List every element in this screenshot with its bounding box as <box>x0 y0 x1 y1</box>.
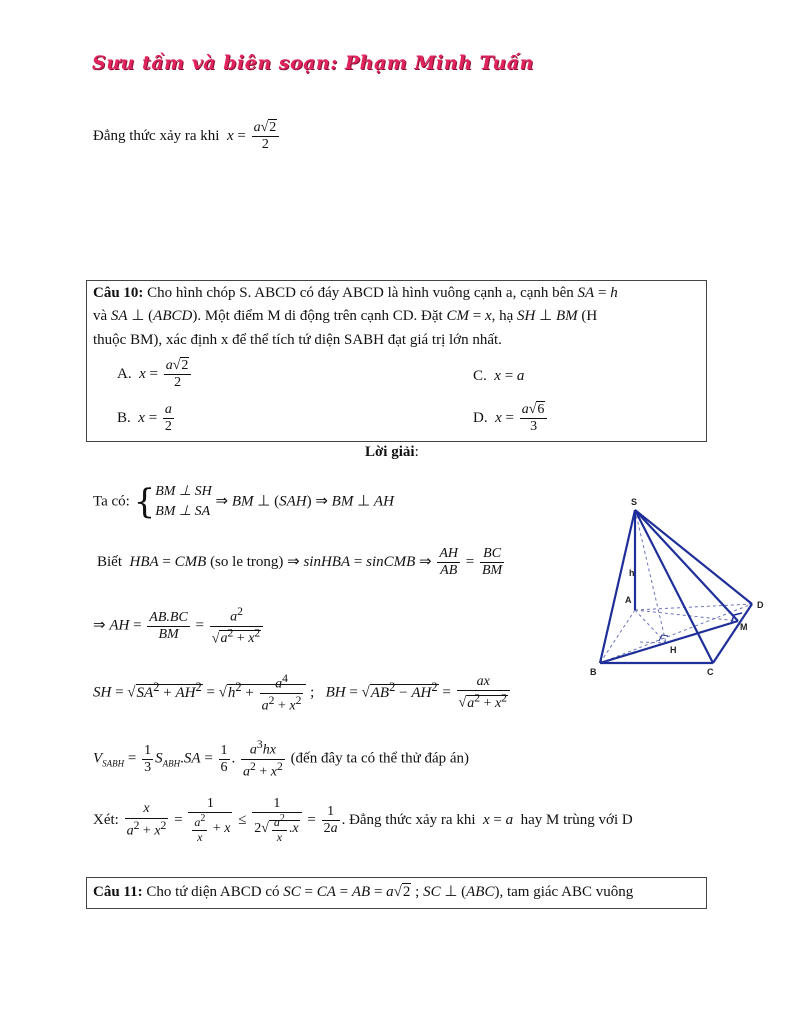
fraction: $\frac{1}{3}$ <box>144 742 152 775</box>
fraction: $\frac{AB.BC}{BM}$ <box>149 609 188 642</box>
q10-text2b: . Một điểm M di động trên cạnh CD. Đặt <box>197 308 443 324</box>
intro-line: Đẳng thức xảy ra khi x = $\frac{a√2}{2}$ <box>93 120 281 153</box>
fraction: $\frac{a^4}{a^2 + x^2}$ <box>261 672 302 714</box>
q10-line2: và SA ⊥ (ABCD). Một điểm M di động trên cạnh CD. Đặt CM = x, hạ SH ⊥ BM (H <box>93 308 598 324</box>
pyramid-figure <box>585 490 775 685</box>
q10-line3 <box>93 332 502 349</box>
option-a-label: A. <box>117 366 132 383</box>
fraction: $\frac{a√6}{3}$ <box>520 402 548 435</box>
option-c: C. x = a <box>473 368 525 384</box>
label-s: S <box>631 497 638 507</box>
label-m: M <box>740 622 748 632</box>
fraction: $\frac{1}{6}$ <box>220 742 228 775</box>
biet-text: Biết <box>97 554 122 571</box>
fraction: $\frac{a^3hx}{a^2 + x^2}$ <box>243 738 283 780</box>
label-b: B <box>590 667 597 677</box>
fraction: $\frac{ax}{√a^2 + x^2}$ <box>457 674 510 712</box>
q11-text2: , tam giác ABC vuông <box>499 884 634 900</box>
solution-step-4: SH = $√SA^2 + AH^2 = √h^2$ + $\frac{a^4}{a^2 + x^2}$ ; BH = $√AB^2 - AH^2$ = $\frac{ax}{√a^2 + x^2}$ <box>93 672 512 715</box>
fraction: $\frac{x}{a^2 + x^2}$ <box>126 801 167 839</box>
hay-text: hay M trùng với D <box>520 811 633 828</box>
q10-line1: Câu 10: Cho hình chóp S. ABCD có đáy ABCD là hình vuông cạnh a, cạnh bên SA = h <box>93 285 618 301</box>
q11-label: Câu 11: <box>93 884 143 900</box>
q10-text2d: (H <box>581 308 598 324</box>
page-header: Sưu tầm và biên soạn: Phạm Minh Tuấn <box>92 52 534 74</box>
label-c: C <box>707 667 714 677</box>
fraction: $\frac{a^2}{√a^2 + x^2}$ <box>210 605 263 648</box>
option-b-label: B. <box>117 410 131 427</box>
q11-line: Câu 11: Cho tứ diện ABCD có SC = CA = AB = a√2 ; SC ⊥ (ABC), tam giác ABC vuông <box>93 884 634 900</box>
q10-text2c: , hạ <box>491 308 514 324</box>
fraction: $\frac{a}{2}$ <box>164 402 172 435</box>
q11-text1: Cho tứ diện ABCD có <box>146 884 280 900</box>
eq-end-text: . Đẳng thức xảy ra khi <box>341 811 476 828</box>
option-d: D. x = $\frac{a√6}{3}$ <box>473 402 549 435</box>
q10-text1: Cho hình chóp S. ABCD có đáy ABCD là hình vuông cạnh a, cạnh bên <box>147 285 574 301</box>
q10-label: Câu 10: <box>93 285 144 301</box>
label-a: A <box>625 595 632 605</box>
fraction: 1 $\frac{a^2}{x}$ + x <box>188 796 232 845</box>
intro-text: Đẳng thức xảy ra khi <box>93 128 220 145</box>
fraction: $\frac{1}{2a}$ <box>323 803 338 836</box>
solution-title: Lời giải: <box>365 444 419 460</box>
fraction: $\frac{a√2}{2}$ <box>252 120 280 153</box>
option-d-label: D. <box>473 410 488 427</box>
fraction: $\frac{a√2}{2}$ <box>164 358 192 391</box>
fraction: $\frac{BC}{BM}$ <box>482 546 503 579</box>
sole-text: (so le trong) <box>210 554 284 571</box>
fraction: 1 2√ $\frac{a^2}{x}$ .x <box>252 796 301 845</box>
label-height: h <box>629 568 635 578</box>
option-a: A. x = $\frac{a√2}{2}$ <box>117 358 193 391</box>
option-c-label: C. <box>473 368 487 384</box>
fraction: $\frac{AH}{AB}$ <box>439 546 459 579</box>
option-b: B. x = $\frac{a}{2}$ <box>117 402 172 435</box>
label-h: H <box>670 645 677 655</box>
label-d: D <box>757 600 764 610</box>
solution-step-5: $V_{SABH}$ = $\frac{1}{3}$ $S_{ABH}.SA$ = $\frac{1}{6}$ . $\frac{a^3hx}{a^2 + x^2}$ (đến đây ta có thể thử đáp án) <box>93 738 470 780</box>
solution-step-6: Xét: $\frac{x}{a^2 + x^2}$ = 1 $\frac{a^2}{x}$ + x ≤ 1 2√ $\frac{a^2}{x}$ .x = $\frac{1}{2a}$ . Đẳng thức xảy ra khi x = a hay M trùng với D <box>93 796 633 844</box>
xet-text: Xét: <box>93 811 119 828</box>
q10-text2a: và <box>93 308 108 324</box>
solution-step-3: ⇒ AH = $\frac{AB.BC}{BM}$ = $\frac{a^2}{√a^2 + x^2}$ <box>93 605 265 648</box>
q10-text3: thuộc BM), xác định x để thể tích tứ diện SABH đạt giá trị lớn nhất. <box>93 332 502 348</box>
solution-step-2: Biết HBA = CMB (so le trong) ⇒ sinHBA = sinCMB ⇒ $\frac{AH}{AB}$ = $\frac{BC}{BM}$ <box>97 546 503 579</box>
taco-text: Ta có: <box>93 493 130 510</box>
den-day-text: (đến đây ta có thể thử đáp án) <box>290 750 470 767</box>
solution-step-1: Ta có: { BM ⊥ SH BM ⊥ SA ⇒ BM ⊥ (SAH) ⇒ BM ⊥ AH <box>93 482 394 523</box>
